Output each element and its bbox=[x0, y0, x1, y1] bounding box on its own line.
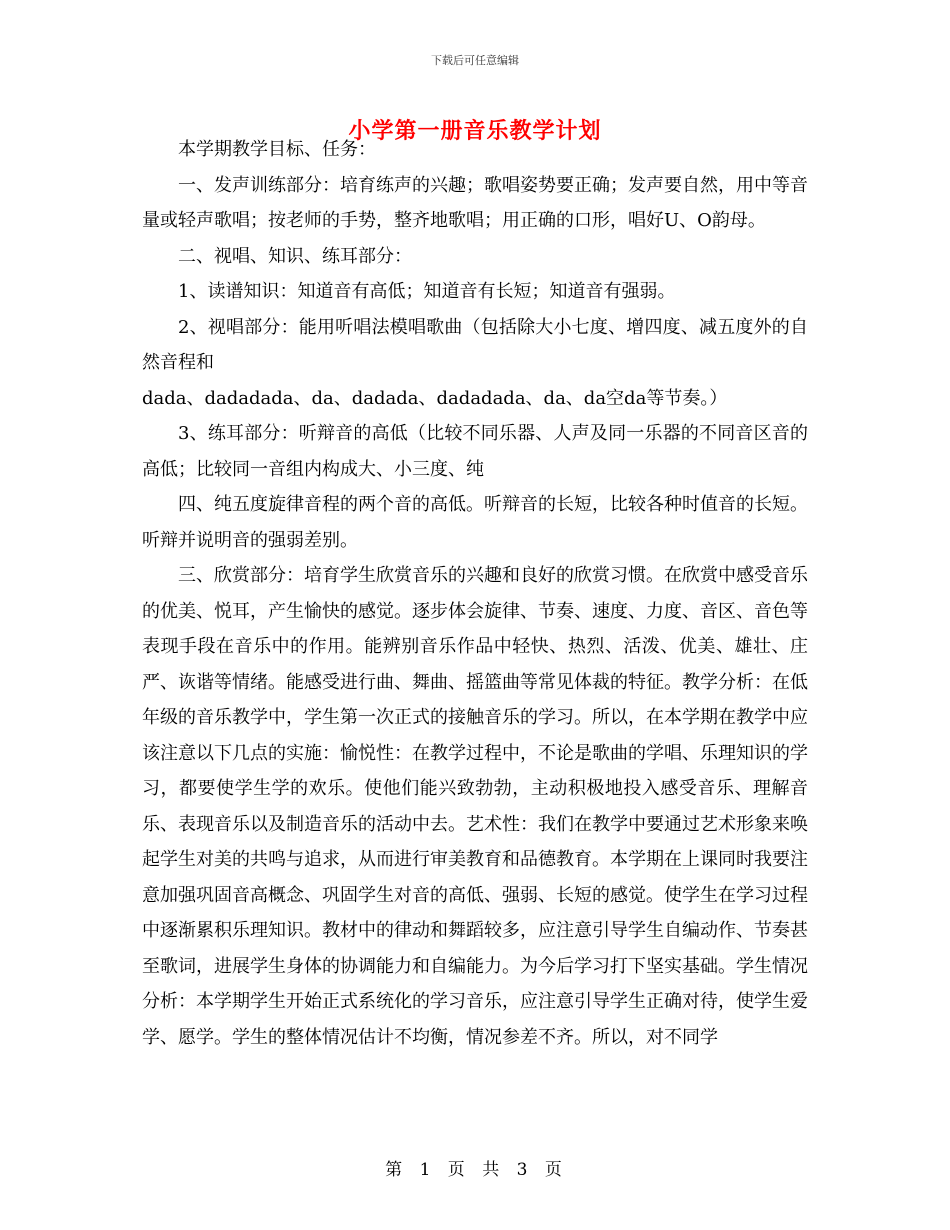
paragraph-sight-singing-heading: 二、视唱、知识、练耳部分： bbox=[178, 245, 412, 267]
paragraph-intervals: 四、纯五度旋律音程的两个音的高低。听辩音的长短，比较各种时值音的长短。听辩并说明音的强弱差别。 bbox=[142, 494, 808, 551]
paragraph-rhythms: dada、dadadada、da、dadada、dadadada、da、da空da等节奏。） bbox=[142, 387, 728, 409]
paragraph-ear-training: 3、练耳部分：听辩音的高低（比较不同乐器、人声及同一乐器的不同音区音的高低；比较同一音组内构成大、小三度、纯 bbox=[142, 423, 808, 480]
header-note: 下载后可任意编辑 bbox=[431, 54, 519, 67]
paragraph-vocal-training: 一、发声训练部分：培育练声的兴趣；歌唱姿势要正确；发声要自然，用中等音量或轻声歌唱；按老师的手势，整齐地歌唱；用正确的口形，唱好U、O韵母。 bbox=[142, 174, 808, 231]
paragraph-goals-heading: 本学期教学目标、任务： bbox=[178, 139, 376, 160]
page-footer: 第 1 页 共 3 页 bbox=[385, 1160, 565, 1180]
document-body bbox=[142, 132, 808, 1055]
paragraph-notation-knowledge: 1、读谱知识：知道音有高低；知道音有长短；知道音有强弱。 bbox=[178, 281, 676, 302]
document-title: 小学第一册音乐教学计划 bbox=[348, 118, 602, 144]
paragraph-sight-singing: 2、视唱部分：能用听唱法模唱歌曲（包括除大小七度、增四度、减五度外的自然音程和 bbox=[142, 316, 808, 373]
paragraph-appreciation: 三、欣赏部分：培育学生欣赏音乐的兴趣和良好的欣赏习惯。在欣赏中感受音乐的优美、悦耳，产生愉快的感觉。逐步体会旋律、节奏、速度、力度、音区、音色等表现手段在音乐中的作用。能辨别音乐作品中轻快、热烈、活泼、优美、雄壮、庄严、诙谐等情绪。能感受进行曲、舞曲、摇篮曲等常见体裁的特征。教学分析：在低年级的音乐教学中，学生第一次正式的接触音乐的学习。所以，在本学期在教学中应该注意以下几点的实施：愉悦性：在教学过程中，不论是歌曲的学唱、乐理知识的学习，都要使学生学的欢乐。使他们能兴致勃勃，主动积极地投入感受音乐、理解音乐、表现音乐以及制造音乐的活动中去。艺术性：我们在教学中要通过艺术形象来唤起学生对美的共鸣与追求，从而进行审美教育和品德教育。本学期在上课同时我要注意加强巩固音高概念、巩固学生对音的高低、强弱、长短的感觉。使学生在学习过程中逐渐累积乐理知识。教材中的律动和舞蹈较多，应注意引导学生自编动作、节奏甚至歌词，进展学生身体的协调能力和自编能力。为今后学习打下坚实基础。学生情况分析：本学期学生开始正式系统化的学习音乐，应注意引导学生正确对待，使学生爱学、愿学。学生的整体情况估计不均衡，情况参差不齐。所以，对不同学 bbox=[142, 565, 808, 1048]
